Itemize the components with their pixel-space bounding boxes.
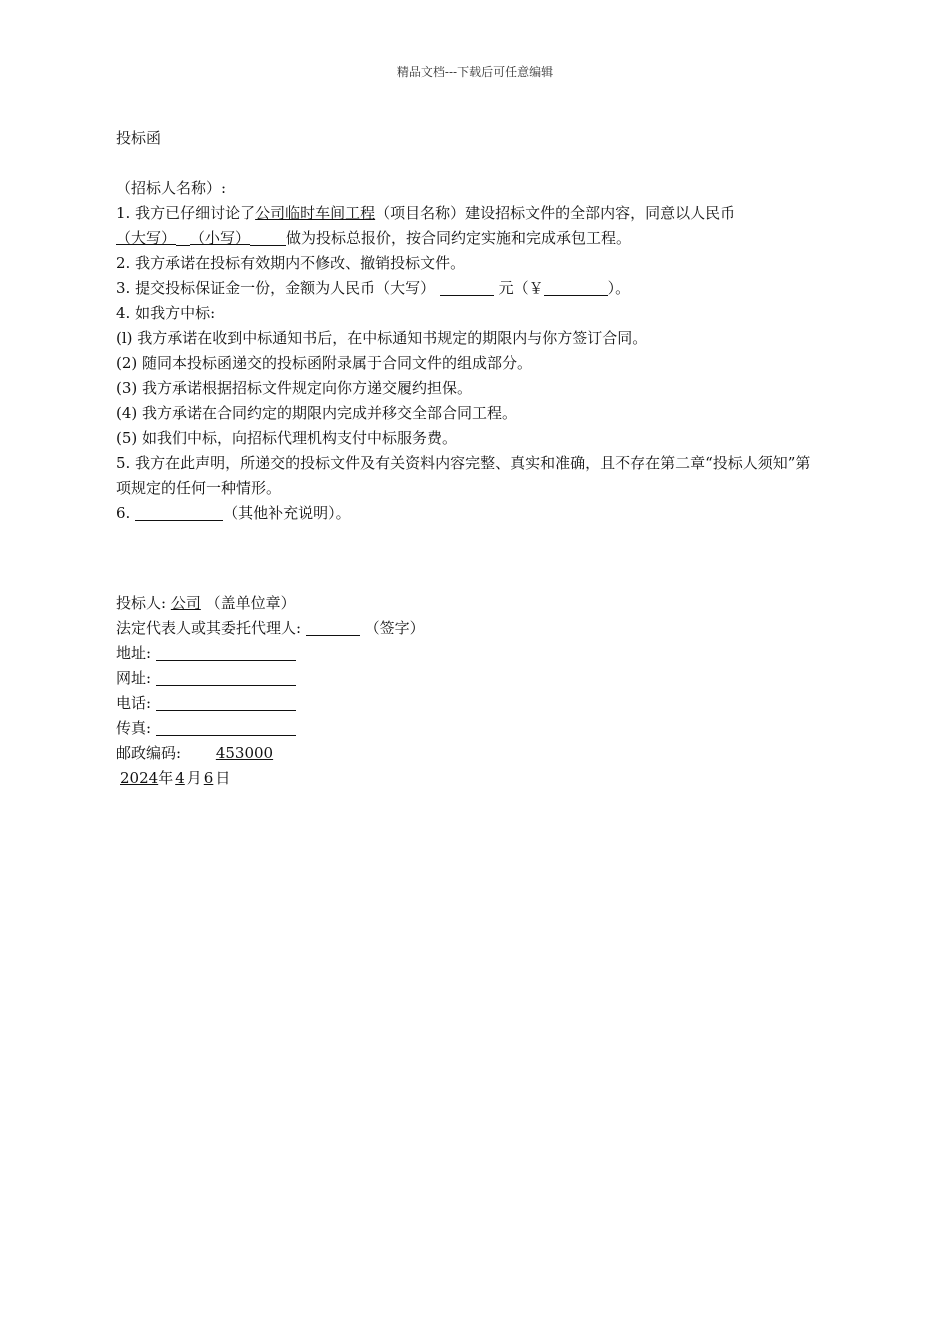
- address-blank: [156, 642, 296, 661]
- deposit-upper-blank: [440, 277, 494, 296]
- postcode-value: 453000: [215, 744, 274, 762]
- clause-4-2: (2) 随同本投标函递交的投标函附录属于合同文件的组成部分。: [116, 354, 533, 372]
- date-day: 6: [203, 769, 214, 787]
- clause-2: 2. 我方承诺在投标有效期内不修改、撤销投标文件。: [116, 254, 466, 272]
- postcode-line: 邮政编码: 453000: [116, 741, 826, 766]
- clause-4-5: (5) 如我们中标，向招标代理机构支付中标服务费。: [116, 429, 458, 447]
- clause-4-3: (3) 我方承诺根据招标文件规定向你方递交履约担保。: [116, 379, 473, 397]
- bidder-name: 公司: [170, 594, 201, 612]
- clause-6: 6. （其他补充说明）。: [116, 504, 351, 522]
- clause-4: 4. 如我方中标:: [116, 304, 216, 322]
- representative-line: 法定代表人或其委托代理人: （签字）: [116, 619, 425, 637]
- supplement-blank: [135, 502, 223, 521]
- page-header: 精品文档---下载后可任意编辑: [396, 65, 554, 79]
- fax-blank: [156, 717, 296, 736]
- project-name: 公司临时车间工程: [255, 204, 376, 222]
- amount-lower: （小写）: [190, 229, 251, 247]
- representative-blank: [306, 617, 360, 636]
- addressee: （招标人名称）:: [116, 179, 227, 197]
- date-month: 4: [175, 769, 185, 787]
- fax-line: 传真:: [116, 716, 826, 741]
- document-title: 投标函: [116, 129, 162, 147]
- website-blank: [156, 667, 296, 686]
- amount-upper: （大写）: [116, 229, 177, 247]
- address-line: 地址:: [116, 641, 826, 666]
- document-body: [116, 126, 826, 791]
- clause-3: 3. 提交投标保证金一份，金额为人民币（大写） 元（￥ ）。: [116, 279, 631, 297]
- deposit-lower-blank: [544, 277, 608, 296]
- date-year: 2024: [120, 769, 159, 787]
- clause-4-4: (4) 我方承诺在合同约定的期限内完成并移交全部合同工程。: [116, 404, 518, 422]
- date-line: 2024年 4 月 6 日: [116, 766, 826, 791]
- clause-4-1: (l) 我方承诺在收到中标通知书后，在中标通知书规定的期限内与你方签订合同。: [116, 329, 648, 347]
- bidder-line: 投标人: 公司 （盖单位章）: [116, 594, 296, 612]
- website-line: 网址:: [116, 666, 826, 691]
- phone-line: 电话:: [116, 691, 826, 716]
- phone-blank: [156, 692, 296, 711]
- clause-1: 1. 我方已仔细讨论了公司临时车间工程（项目名称）建设招标文件的全部内容，同意以人民币 （大写） （小写） 做为投标总报价，按合同约定实施和完成承包工程。: [116, 204, 736, 247]
- clause-5: 5. 我方在此声明，所递交的投标文件及有关资料内容完整、真实和准确，且不存在第二章“投标人须知”第 项规定的任何一种情形。: [116, 454, 811, 497]
